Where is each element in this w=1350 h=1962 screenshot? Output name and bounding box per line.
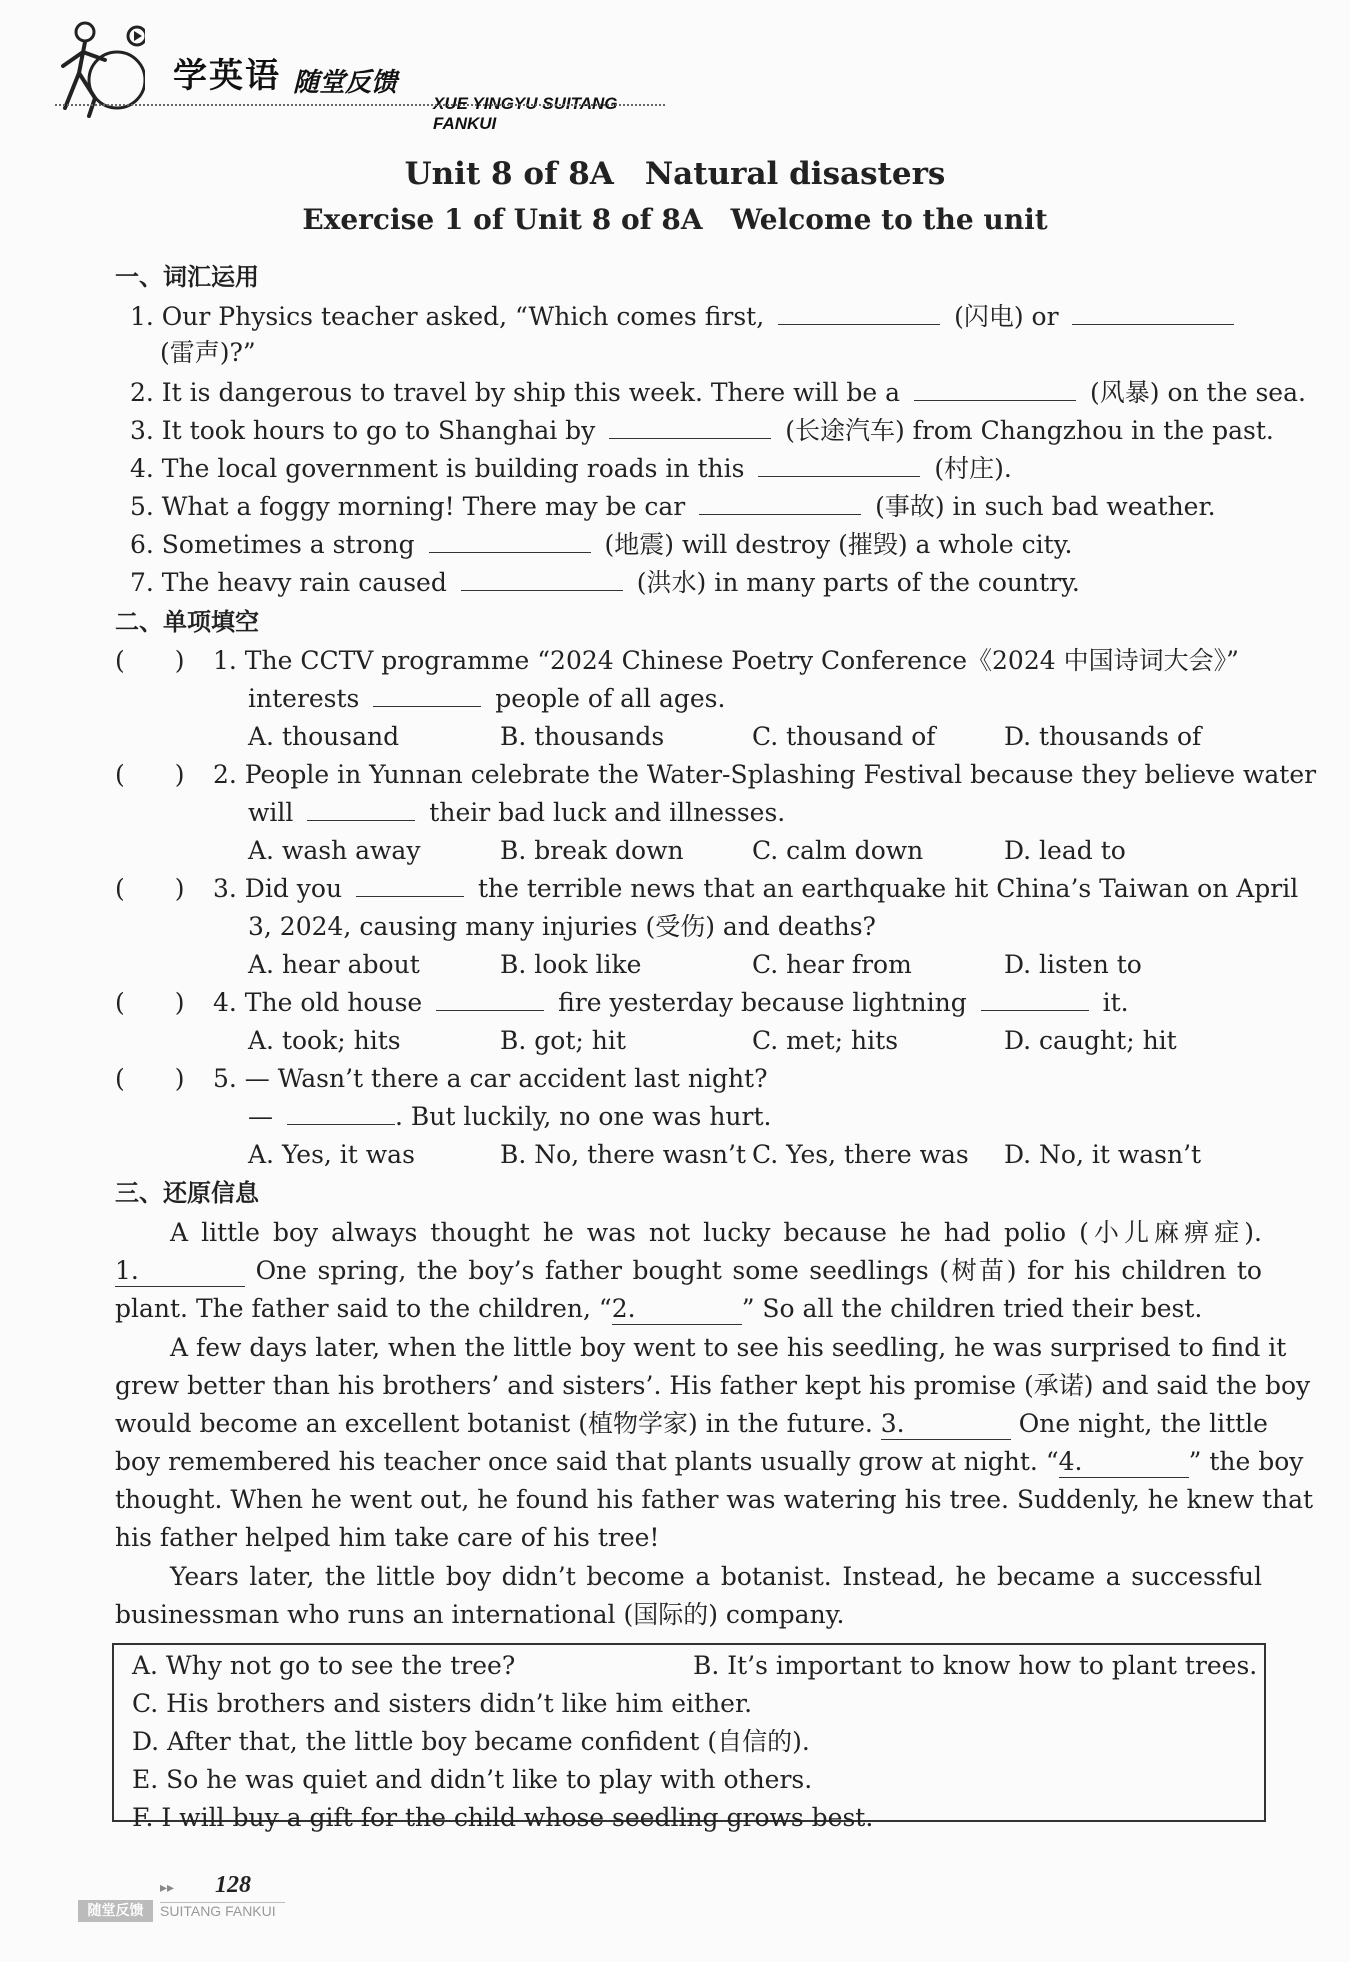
option-a[interactable]: A. hear about xyxy=(248,950,420,979)
answer-paren[interactable]: ( ) xyxy=(115,646,185,675)
answer-blank[interactable] xyxy=(914,378,1076,401)
footer-tag-english: SUITANG FANKUI xyxy=(160,1902,285,1919)
question-text: (村庄). xyxy=(934,454,1012,483)
answer-paren[interactable]: ( ) xyxy=(115,760,185,789)
vocab-question-2 xyxy=(130,378,1306,408)
option-d[interactable]: D. lead to xyxy=(1004,836,1126,865)
mc-question-3-cont: 3, 2024, causing many injuries (受伤) and deaths? xyxy=(248,912,876,941)
question-text: 7. The heavy rain caused xyxy=(130,568,447,597)
mc-question-2: 2. People in Yunnan celebrate the Water-Splashing Festival because they believe water xyxy=(213,760,1317,789)
question-text: — xyxy=(248,1102,273,1131)
blank-number[interactable]: 2. xyxy=(612,1294,742,1325)
question-text: 5. What a foggy morning! There may be car xyxy=(130,492,686,521)
option-c[interactable]: C. hear from xyxy=(752,950,912,979)
logo-chinese-title: 学英语 xyxy=(173,56,281,96)
passage-line: Years later, the little boy didn’t become a botanist. Instead, he became a successful xyxy=(170,1562,1262,1591)
option-d[interactable]: D. thousands of xyxy=(1004,722,1202,751)
answer-blank[interactable] xyxy=(373,684,481,707)
option-d[interactable]: D. After that, the little boy became confident (自信的). xyxy=(132,1727,810,1756)
blank-number: 1. xyxy=(115,1256,245,1287)
question-text: (事故) in such bad weather. xyxy=(875,492,1216,521)
vocab-question-5 xyxy=(130,492,1216,522)
footer-tag: 随堂反馈 xyxy=(78,1900,153,1922)
question-text: their bad luck and illnesses. xyxy=(429,798,786,827)
passage-line: thought. When he went out, he found his father was watering his tree. Suddenly, he knew that xyxy=(115,1485,1314,1514)
section3-heading: 三、还原信息 xyxy=(115,1179,259,1207)
answer-paren[interactable]: ( ) xyxy=(115,874,185,903)
section2-heading: 二、单项填空 xyxy=(115,608,259,636)
page-number: 128 xyxy=(215,1872,251,1898)
question-text: (闪电) or xyxy=(954,302,1059,331)
option-a[interactable]: A. wash away xyxy=(248,836,421,865)
mc-question-5: 5. — Wasn’t there a car accident last night? xyxy=(213,1064,768,1093)
unit-title: Unit 8 of 8A Natural disasters xyxy=(404,156,946,192)
question-text: 3. Did you xyxy=(213,874,343,903)
answer-blank[interactable] xyxy=(981,988,1089,1011)
option-c[interactable]: C. met; hits xyxy=(752,1026,899,1055)
option-a[interactable]: A. took; hits xyxy=(248,1026,401,1055)
vocab-question-7 xyxy=(130,568,1080,598)
passage-text: plant. The father said to the children, “ xyxy=(115,1294,612,1323)
answer-blank[interactable] xyxy=(461,568,623,591)
answer-paren[interactable]: ( ) xyxy=(115,988,185,1017)
question-text: (风暴) on the sea. xyxy=(1090,378,1306,407)
mc-question-4 xyxy=(213,988,1129,1018)
question-text: 4. The local government is building roads in this xyxy=(130,454,745,483)
question-text: interests xyxy=(248,684,360,713)
runner-icon xyxy=(55,18,145,118)
mc-question-2-cont xyxy=(248,798,785,828)
answer-paren[interactable]: ( ) xyxy=(115,1064,185,1093)
answer-blank[interactable] xyxy=(778,302,940,325)
answer-blank[interactable] xyxy=(758,454,920,477)
passage-text: One spring, the boy’s father bought some seedlings (树苗) for his children to xyxy=(255,1256,1262,1285)
answer-blank[interactable] xyxy=(287,1102,395,1125)
passage-line: his father helped him take care of his tree! xyxy=(115,1523,660,1552)
answer-blank[interactable] xyxy=(699,492,861,515)
option-a[interactable]: A. thousand xyxy=(248,722,400,751)
question-text: people of all ages. xyxy=(495,684,726,713)
arrow-icon: ▸▸ xyxy=(160,1880,175,1896)
question-text: (地震) will destroy (摧毁) a whole city. xyxy=(604,530,1073,559)
question-text: (洪水) in many parts of the country. xyxy=(636,568,1080,597)
header-logo xyxy=(55,18,675,133)
answer-blank[interactable] xyxy=(356,874,464,897)
option-e[interactable]: E. So he was quiet and didn’t like to play with others. xyxy=(132,1765,813,1794)
question-text: it. xyxy=(1102,988,1129,1017)
section1-heading: 一、词汇运用 xyxy=(115,263,259,291)
passage-text: ” the boy xyxy=(1188,1447,1304,1476)
option-c[interactable]: C. Yes, there was xyxy=(752,1140,969,1169)
passage-line xyxy=(115,1256,1262,1287)
question-text: the terrible news that an earthquake hit China’s Taiwan on April xyxy=(477,874,1299,903)
answer-blank[interactable] xyxy=(429,530,591,553)
logo-chinese-subtitle: 随堂反馈 xyxy=(293,68,398,98)
passage-text: boy remembered his teacher once said that plants usually grow at night. “ xyxy=(115,1447,1059,1476)
answer-blank[interactable] xyxy=(609,416,771,439)
vocab-question-3 xyxy=(130,416,1274,446)
option-d[interactable]: D. caught; hit xyxy=(1004,1026,1177,1055)
header-divider xyxy=(55,104,665,106)
vocab-question-1 xyxy=(130,302,1234,332)
mc-question-1: 1. The CCTV programme “2024 Chinese Poetry Conference《2024 中国诗词大会》” xyxy=(213,646,1239,675)
blank-number[interactable]: 4. xyxy=(1059,1447,1189,1478)
passage-line: businessman who runs an international (国际的) company. xyxy=(115,1600,845,1629)
option-c[interactable]: C. calm down xyxy=(752,836,924,865)
question-text: 6. Sometimes a strong xyxy=(130,530,415,559)
mc-question-3 xyxy=(213,874,1298,904)
question-text: fire yesterday because lightning xyxy=(558,988,967,1017)
option-d[interactable]: D. listen to xyxy=(1004,950,1142,979)
option-c[interactable]: C. His brothers and sisters didn’t like him either. xyxy=(132,1689,753,1718)
mc-question-5-cont xyxy=(248,1102,771,1132)
option-b[interactable]: B. thousands xyxy=(500,722,665,751)
vocab-question-1-cont: (雷声)?” xyxy=(160,338,256,367)
passage-line xyxy=(115,1409,1268,1440)
option-d[interactable]: D. No, it wasn’t xyxy=(1004,1140,1202,1169)
option-b[interactable]: B. It’s important to know how to plant trees. xyxy=(693,1651,1258,1680)
answer-blank[interactable] xyxy=(436,988,544,1011)
mc-question-1-cont xyxy=(248,684,725,714)
vocab-question-6 xyxy=(130,530,1072,560)
passage-text: would become an excellent botanist (植物学家) in the future. xyxy=(115,1409,873,1438)
passage-line: A few days later, when the little boy went to see his seedling, he was surprised to find it xyxy=(170,1333,1287,1362)
question-text: 4. The old house xyxy=(213,988,423,1017)
question-text: (长途汽车) from Changzhou in the past. xyxy=(785,416,1274,445)
logo-english-title: XUE YINGYU SUITANG FANKUI xyxy=(433,94,618,133)
blank-number[interactable]: 3. xyxy=(881,1409,1011,1440)
option-b[interactable]: B. break down xyxy=(500,836,684,865)
answer-blank[interactable] xyxy=(1072,302,1234,325)
exercise-title: Exercise 1 of Unit 8 of 8A Welcome to the unit xyxy=(302,203,1048,236)
option-b[interactable]: B. look like xyxy=(500,950,642,979)
question-text: will xyxy=(248,798,294,827)
option-f[interactable]: F. I will buy a gift for the child whose seedling grows best. xyxy=(132,1803,874,1832)
passage-line xyxy=(115,1294,1202,1325)
option-b[interactable]: B. got; hit xyxy=(500,1026,626,1055)
vocab-question-4 xyxy=(130,454,1012,484)
passage-line xyxy=(115,1447,1303,1478)
option-a[interactable]: A. Why not go to see the tree? xyxy=(132,1651,516,1680)
question-text: 1. Our Physics teacher asked, “Which comes first, xyxy=(130,302,765,331)
passage-line: grew better than his brothers’ and sisters’. His father kept his promise (承诺) and said the boy xyxy=(115,1371,1311,1400)
option-c[interactable]: C. thousand of xyxy=(752,722,936,751)
passage-line: A little boy always thought he was not lucky because he had polio (小儿麻痹症). xyxy=(170,1218,1262,1247)
question-text: 2. It is dangerous to travel by ship this week. There will be a xyxy=(130,378,901,407)
option-b[interactable]: B. No, there wasn’t xyxy=(500,1140,746,1169)
question-text: 3. It took hours to go to Shanghai by xyxy=(130,416,596,445)
question-text: . But luckily, no one was hurt. xyxy=(394,1102,772,1131)
passage-text: One night, the little xyxy=(1018,1409,1268,1438)
option-a[interactable]: A. Yes, it was xyxy=(248,1140,415,1169)
answer-blank[interactable] xyxy=(307,798,415,821)
passage-text: ” So all the children tried their best. xyxy=(741,1294,1203,1323)
